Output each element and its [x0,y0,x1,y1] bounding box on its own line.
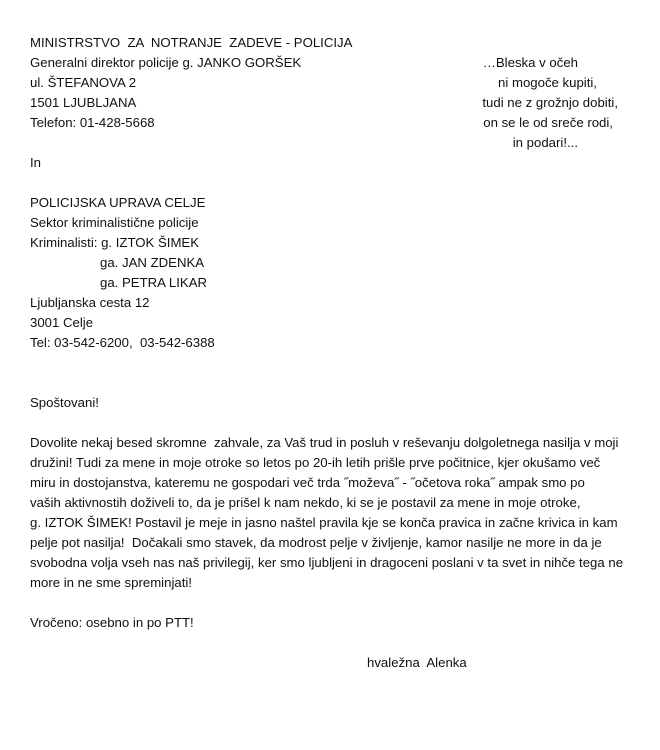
delivery-note: Vročeno: osebno in po PTT! [30,615,194,630]
recipient-criminalists: Kriminalisti: g. IZTOK ŠIMEK [30,235,200,250]
poem-line-5: in podari!... [512,135,578,150]
body-line-5: g. IZTOK ŠIMEK! Postavil je meje in jasno naštel pravila kje se konča pravica in začne krivica in kam [30,515,618,530]
body-line-6: pelje pot nasilja! Dočakali smo stavek, da modrost pelje v življenje, kamor nasilje ne more in da je [30,535,602,550]
body-line-8: more in ne sme spreminjati! [30,575,192,590]
poem-line-4: on se le od sreče rodi, [483,115,613,130]
recipient-street: Ljubljanska cesta 12 [30,295,150,310]
sender-street: ul. ŠTEFANOVA 2 [30,75,137,90]
recipient-city: 3001 Celje [30,315,94,330]
sender-ministry: MINISTRSTVO ZA NOTRANJE ZADEVE - POLICIJA [30,35,353,50]
recipient-sector: Sektor kriminalistične policije [30,215,199,230]
body-line-4: vaših aktivnostih doživeli to, da je prišel k nam nekdo, ki se je postavil za mene in moje otroke, [30,495,581,510]
recipient-phone: Tel: 03-542-6200, 03-542-6388 [30,335,215,350]
sender-city: 1501 LJUBLJANA [30,95,137,110]
poem-line-1: …Bleska v očeh [482,55,578,70]
body-line-1: Dovolite nekaj besed skromne zahvale, za Vaš trud in posluh v reševanju dolgoletnega nasilja v moji [30,435,619,450]
poem-line-2: ni mogoče kupiti, [498,75,597,90]
poem-line-3: tudi ne z grožnjo dobiti, [482,95,618,110]
salutation: Spoštovani! [30,395,99,410]
recipient-name-2: ga. JAN ZDENKA [100,255,205,270]
sender-director: Generalni direktor policije g. JANKO GORŠEK [30,55,302,70]
sender-phone: Telefon: 01-428-5668 [30,115,155,130]
recipient-office: POLICIJSKA UPRAVA CELJE [30,195,206,210]
recipient-name-3: ga. PETRA LIKAR [100,275,208,290]
body-line-7: svobodna volja vseh nas naš privilegij, ker smo ljubljeni in dragoceni poslani v ta svet in nihče tega ne [30,555,624,570]
body-line-3: miru in dostojanstva, kateremu ne gospodari več trda ˝moževa˝ - ˝očetova roka˝ ampak smo po [30,475,585,490]
body-line-2: družini! Tudi za mene in moje otroke so letos po 20-ih letih prišle prve počitnice, kjer okušamo več [30,455,601,470]
connector-text: In [30,155,41,170]
signature: hvaležna Alenka [367,655,467,670]
